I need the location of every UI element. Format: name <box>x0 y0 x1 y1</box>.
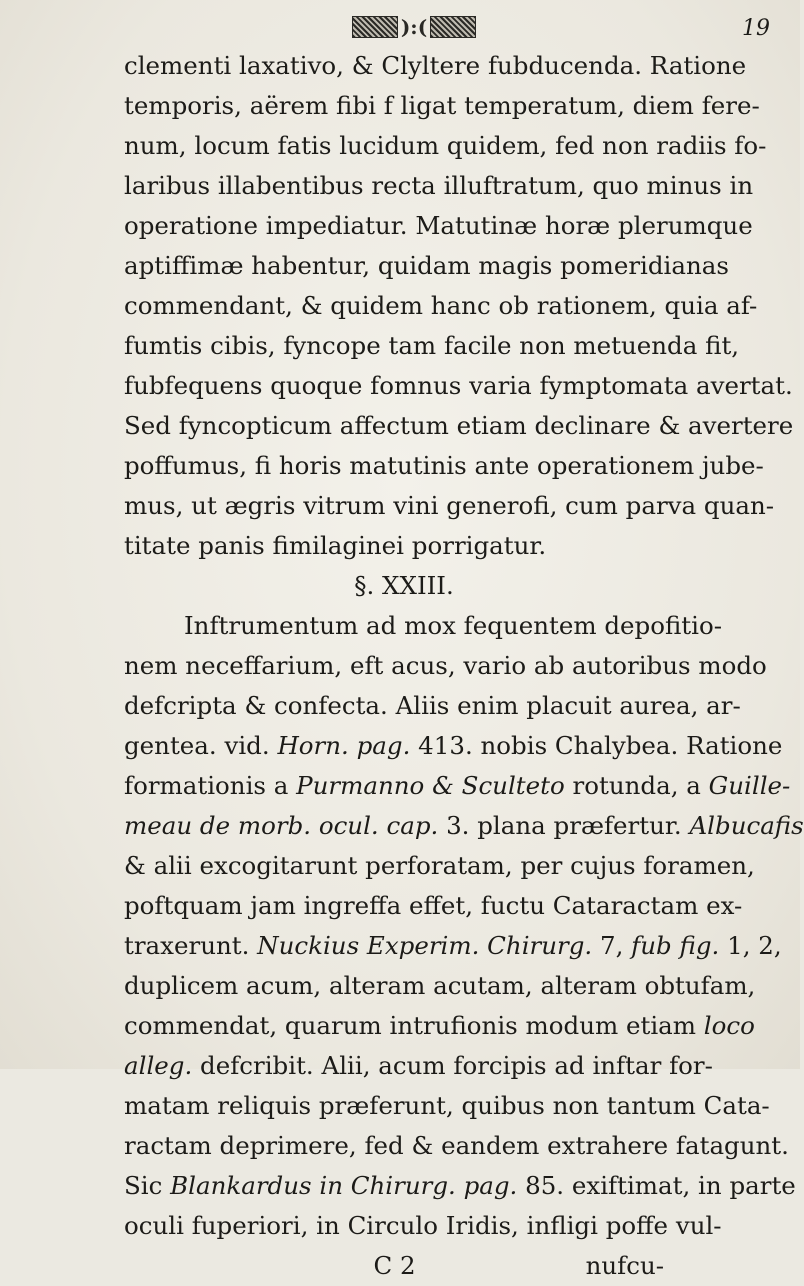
italic-citation: Blankardus in Chirurg. pag. <box>170 1171 518 1200</box>
italic-citation: alleg. <box>124 1051 193 1080</box>
page-number: 19 <box>742 16 770 41</box>
page-footer <box>124 1246 684 1286</box>
italic-citation: fub fig. <box>631 931 720 960</box>
signature-mark: C 2 <box>373 1251 416 1280</box>
text-line <box>124 766 791 806</box>
text-segment: 413. nobis Chalybea. Ratione <box>410 731 783 760</box>
text-line: nem neceffarium, eft acus, vario ab autoribus modo <box>124 651 767 680</box>
header-ornament <box>352 14 476 40</box>
text-line: fumtis cibis, fyncope tam facile non metuenda fit, <box>124 331 740 360</box>
text-line: & alii excogitarunt perforatam, per cujus foramen, <box>124 851 755 880</box>
body-text <box>124 46 804 1286</box>
text-segment: traxerunt. <box>124 931 258 960</box>
text-line: fubfequens quoque fomnus varia fymptomata avertat. <box>124 371 793 400</box>
section-heading: §. XXIII. <box>354 571 454 600</box>
text-line <box>124 726 783 766</box>
text-line: num, locum fatis lucidum quidem, fed non radiis fo- <box>124 131 767 160</box>
italic-citation: Horn. pag. <box>277 731 411 760</box>
text-segment: gentea. vid. <box>124 731 278 760</box>
text-line <box>124 1046 713 1086</box>
text-segment: defcribit. Alii, acum forcipis ad inftar for- <box>192 1051 713 1080</box>
text-line: commendant, & quidem hanc ob rationem, quia af- <box>124 291 758 320</box>
catchword: nufcu- <box>585 1251 664 1280</box>
text-line: Sed fyncopticum affectum etiam declinare & avertere <box>124 411 794 440</box>
text-line: duplicem acum, alteram acutam, alteram obtufam, <box>124 971 756 1000</box>
text-line: poffumus, fi horis matutinis ante operationem jube- <box>124 451 764 480</box>
ornament-right-block <box>430 16 476 38</box>
ornament-left-block <box>352 16 398 38</box>
text-line: Inftrumentum ad mox fequentem depofitio- <box>184 611 723 640</box>
text-line: mus, ut ægris vitrum vini generofi, cum parva quan- <box>124 491 775 520</box>
italic-citation: meau de morb. ocul. cap. <box>124 811 439 840</box>
text-line: aptiffimæ habentur, quidam magis pomeridianas <box>124 251 729 280</box>
text-line: operatione impediatur. Matutinæ horæ plerumque <box>124 211 753 240</box>
text-line: defcripta & confecta. Aliis enim placuit aurea, ar- <box>124 691 741 720</box>
text-segment: rotunda, a <box>564 771 709 800</box>
text-line: clementi laxativo, & Clyltere fubducenda. Ratione <box>124 51 747 80</box>
text-line: titate panis fimilaginei porrigatur. <box>124 531 547 560</box>
text-segment: Sic <box>124 1171 171 1200</box>
text-line: oculi fuperiori, in Circulo Iridis, infligi poffe vul- <box>124 1211 722 1240</box>
italic-citation: Albucafis <box>689 811 804 840</box>
italic-citation: Nuckius Experim. Chirurg. <box>257 931 593 960</box>
text-segment: 3. plana præfertur. <box>438 811 690 840</box>
text-line: laribus illabentibus recta illuftratum, quo minus in <box>124 171 754 200</box>
italic-citation: Guille- <box>708 771 791 800</box>
ornament-center-glyph: ):( <box>400 15 428 39</box>
italic-citation: Purmanno & Sculteto <box>296 771 565 800</box>
text-line <box>124 806 804 846</box>
text-line: poftquam jam ingreffa effet, fuctu Cataractam ex- <box>124 891 743 920</box>
text-line <box>124 1166 796 1206</box>
text-segment: formationis a <box>124 771 297 800</box>
text-line: ractam deprimere, fed & eandem extrahere fatagunt. <box>124 1131 789 1160</box>
text-line: matam reliquis præferunt, quibus non tantum Cata- <box>124 1091 770 1120</box>
text-segment: 85. exiftimat, in parte <box>517 1171 796 1200</box>
text-line <box>124 1006 755 1046</box>
text-segment: 1, 2, <box>719 931 782 960</box>
italic-citation: loco <box>703 1011 755 1040</box>
page-header <box>0 14 800 48</box>
text-segment: 7, <box>592 931 632 960</box>
text-segment: commendat, quarum intrufionis modum etiam <box>124 1011 704 1040</box>
text-line <box>124 926 782 966</box>
text-line: temporis, aërem fibi f ligat temperatum, diem fere- <box>124 91 760 120</box>
